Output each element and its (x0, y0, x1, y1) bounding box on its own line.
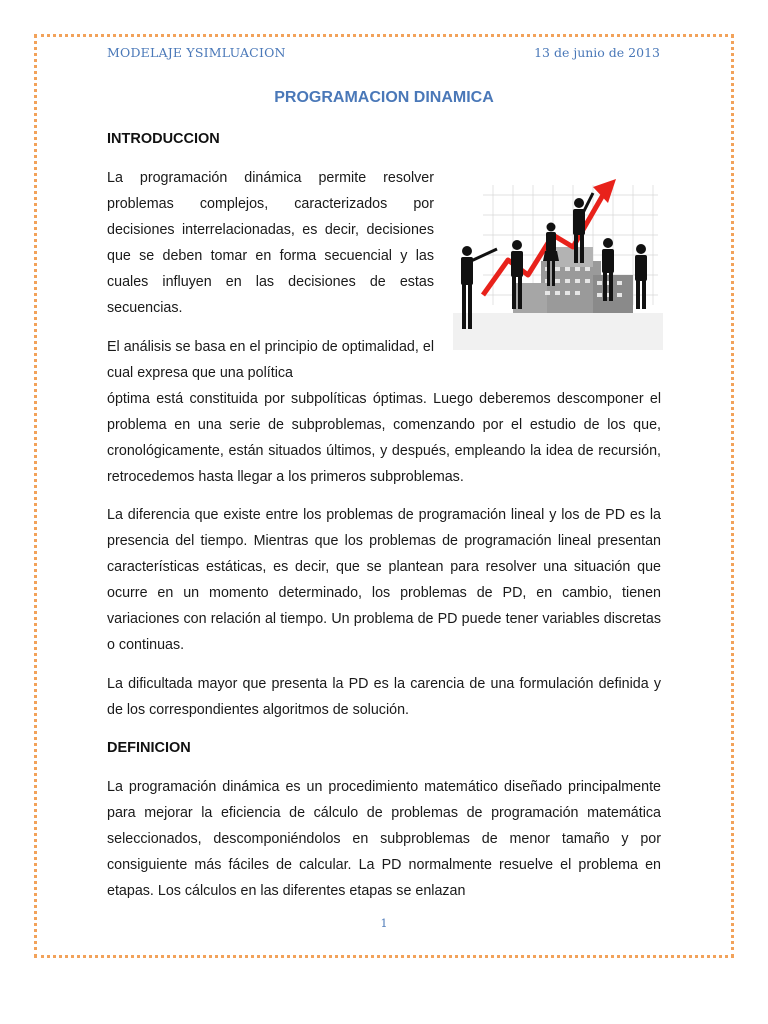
document-title: PROGRAMACION DINAMICA (274, 89, 494, 106)
section-heading-intro: INTRODUCCION (107, 131, 220, 147)
paragraph-intro-2-continued: óptima está constituida por subpolíticas óptimas. Luego deberemos descomponer el problema en una serie de subproblemas, comenzando por el estudio de los que, cronológicamente, están situados últimos, y después, empleando la idea de recursión, retrocedemos hasta llegar a los primeros subproblemas. (107, 391, 661, 485)
floor-reflection (453, 313, 663, 350)
buildings (513, 247, 633, 313)
header-title: MODELAJE YSIMLUACION (107, 45, 286, 60)
arrow-head (593, 179, 616, 203)
page-number: 1 (380, 917, 388, 930)
paragraph-intro-1: La programación dinámica permite resolver problemas complejos, caracterizados por decisiones interrelacionadas, es decir, decisiones que se deben tomar en forma secuencial y las cuales influyen en las decisiones de estas secuencias. (107, 170, 434, 316)
paragraph-definition-1: La programación dinámica es un procedimiento matemático diseñado principalmente para mejorar la eficiencia de cálculo de problemas de programación matemática seleccionados, descomponiéndolos en subproblemas de menor tamaño y por consiguiente más fáciles de calcular. La PD normalmente resuelve el problema en etapas. Los cálculos en las diferentes etapas se enlazan (107, 779, 661, 899)
section-heading-definition: DEFINICION (107, 740, 191, 756)
business-growth-illustration (453, 165, 663, 350)
business-growth-image (453, 165, 663, 350)
paragraph-intro-3: La diferencia que existe entre los problemas de programación lineal y los de PD es la presencia del tiempo. Mientras que los problemas de programación lineal presentan características estáticas, es decir, que se plantean para resolver una situación que ocurre en un momento determinado, los problemas de PD, en cambio, tienen variaciones con relación al tiempo. Un problema de PD puede tener variables discretas o continuas. (107, 507, 661, 653)
paragraph-intro-4: La dificultada mayor que presenta la PD es la carencia de una formulación definida y de los correspondientes algoritmos de solución. (107, 676, 661, 718)
page-header (107, 45, 660, 63)
paragraph-intro-2-start: El análisis se basa en el principio de optimalidad, el cual expresa que una política (107, 339, 434, 381)
header-date: 13 de junio de 2013 (534, 45, 660, 60)
